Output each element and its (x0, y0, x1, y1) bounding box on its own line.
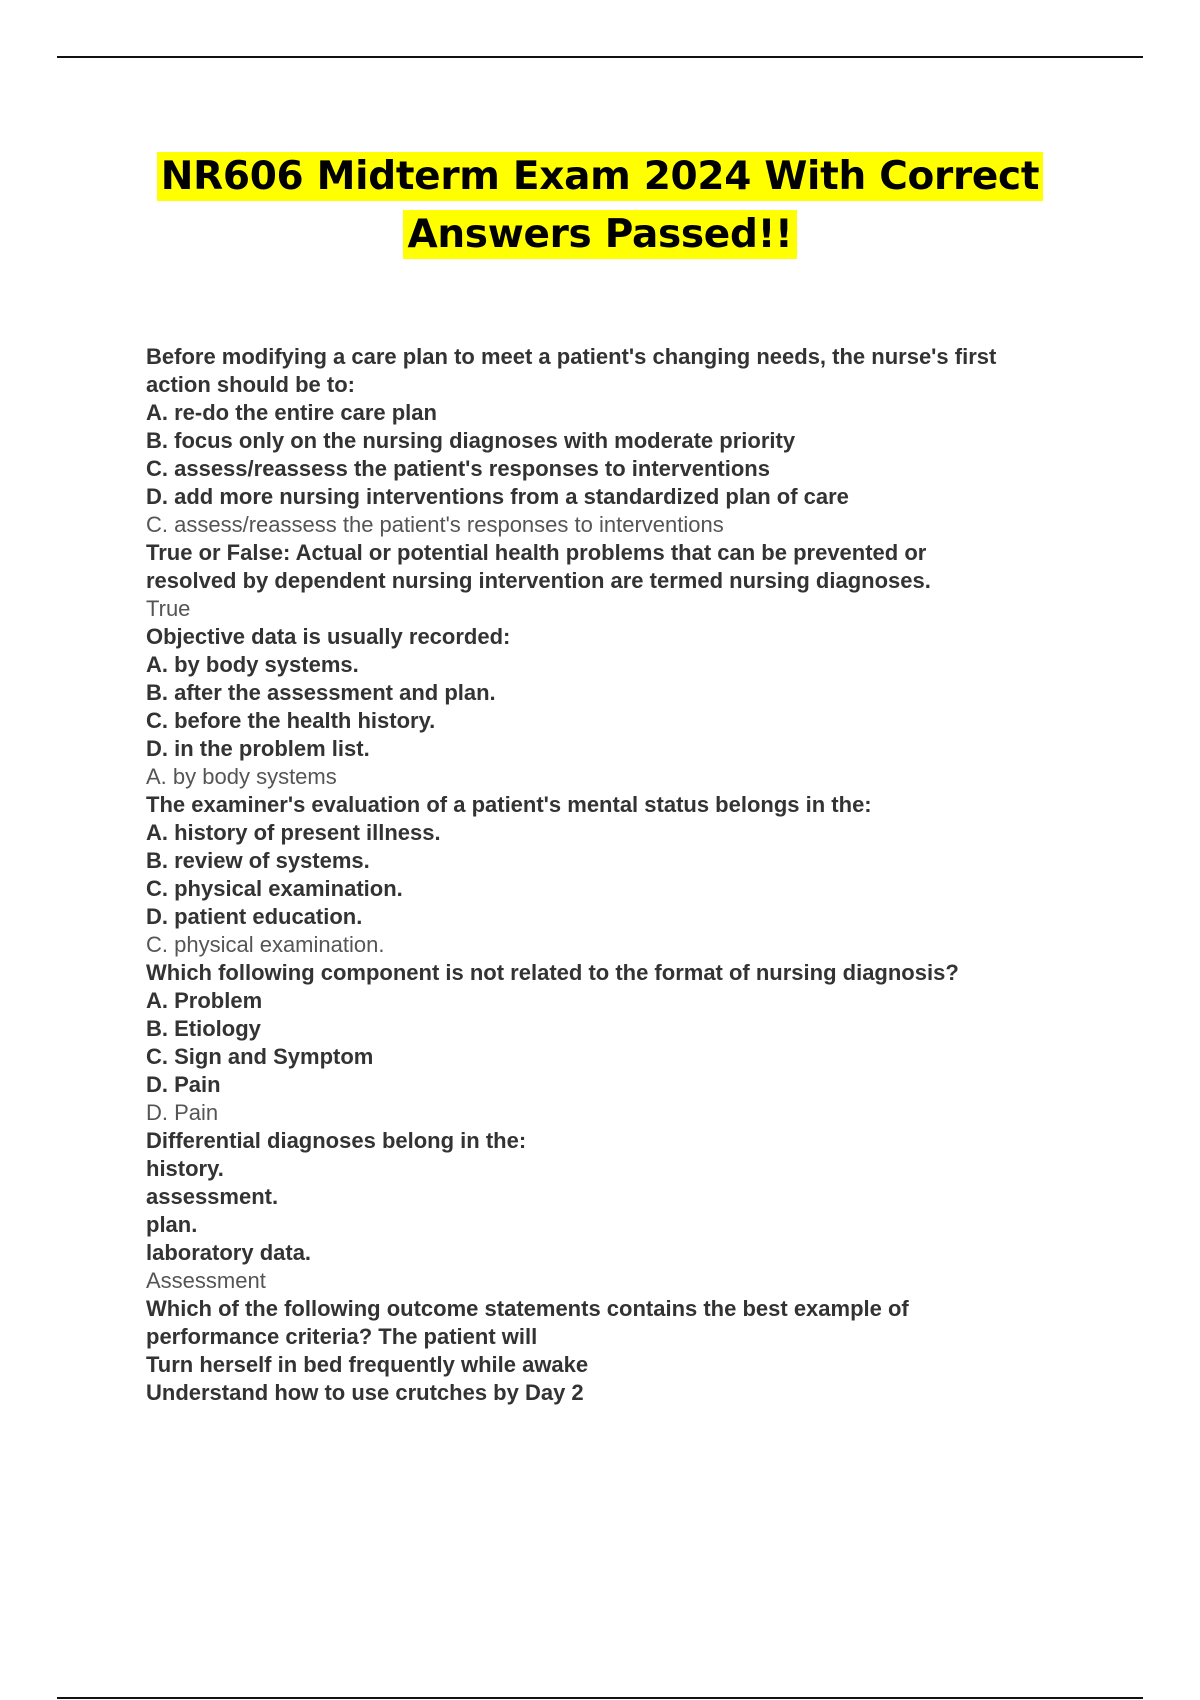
question-line: history. (146, 1156, 224, 1181)
question-line: performance criteria? The patient will (146, 1324, 538, 1349)
answer-line: C. physical examination. (146, 932, 385, 957)
question-line: C. before the health history. (146, 708, 436, 733)
question-line: D. in the problem list. (146, 736, 370, 761)
question-line: Which of the following outcome statements contains the best example of (146, 1296, 909, 1321)
question-line: laboratory data. (146, 1240, 312, 1265)
exam-content (146, 343, 1146, 1407)
question-line: D. Pain (146, 1072, 221, 1097)
answer-line: C. assess/reassess the patient's responses to interventions (146, 512, 724, 537)
answer-line: A. by body systems (146, 764, 337, 789)
question-line: A. re-do the entire care plan (146, 400, 437, 425)
question-line: The examiner's evaluation of a patient's mental status belongs in the: (146, 792, 872, 817)
question-line: A. by body systems. (146, 652, 359, 677)
question-line: B. Etiology (146, 1016, 261, 1041)
question-line: B. review of systems. (146, 848, 370, 873)
title-line-1: NR606 Midterm Exam 2024 With Correct (157, 152, 1043, 201)
answer-line: True (146, 596, 191, 621)
question-line: A. Problem (146, 988, 263, 1013)
question-line: Differential diagnoses belong in the: (146, 1128, 527, 1153)
top-rule (57, 56, 1143, 58)
question-line: D. add more nursing interventions from a standardized plan of care (146, 484, 849, 509)
question-line: plan. (146, 1212, 198, 1237)
question-line: C. physical examination. (146, 876, 403, 901)
answer-line: D. Pain (146, 1100, 219, 1125)
question-line: Turn herself in bed frequently while awake (146, 1352, 589, 1377)
question-line: D. patient education. (146, 904, 363, 929)
question-line: Which following component is not related to the format of nursing diagnosis? (146, 960, 959, 985)
question-line: A. history of present illness. (146, 820, 441, 845)
question-line: assessment. (146, 1184, 279, 1209)
question-line: Understand how to use crutches by Day 2 (146, 1380, 584, 1405)
title-line-2: Answers Passed!! (403, 210, 796, 259)
question-line: Before modifying a care plan to meet a patient's changing needs, the nurse's first (146, 344, 997, 369)
question-line: B. focus only on the nursing diagnoses with moderate priority (146, 428, 796, 453)
bottom-rule (57, 1697, 1143, 1699)
question-line: C. Sign and Symptom (146, 1044, 374, 1069)
answer-line: Assessment (146, 1268, 266, 1293)
question-line: Objective data is usually recorded: (146, 624, 511, 649)
question-line: True or False: Actual or potential health problems that can be prevented or (146, 540, 927, 565)
question-line: B. after the assessment and plan. (146, 680, 496, 705)
document-title (100, 148, 1100, 264)
question-line: C. assess/reassess the patient's responses to interventions (146, 456, 770, 481)
question-line: resolved by dependent nursing intervention are termed nursing diagnoses. (146, 568, 931, 593)
question-line: action should be to: (146, 372, 355, 397)
